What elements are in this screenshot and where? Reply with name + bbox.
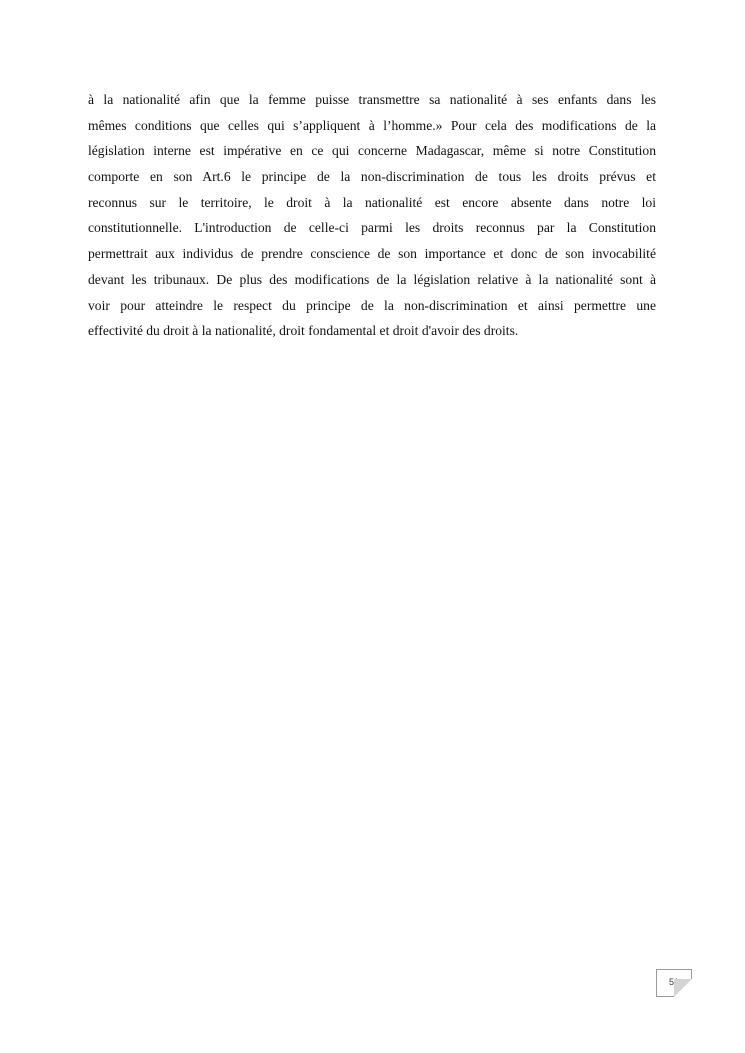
paragraph-line: permettrait aux individus de prendre conscience de son importance et donc de son invocabilité	[88, 246, 656, 262]
paragraph-line: constitutionnelle. L'introduction de celle-ci parmi les droits reconnus par la Constitution	[88, 220, 656, 236]
paragraph-line: à la nationalité afin que la femme puisse transmettre sa nationalité à ses enfants dans les	[88, 92, 656, 107]
body-paragraph	[88, 87, 656, 344]
paragraph-line-last: effectivité du droit à la nationalité, droit fondamental et droit d'avoir des droits.	[88, 323, 519, 339]
paragraph-line: voir pour atteindre le respect du principe de la non-discrimination et ainsi permettre une	[88, 297, 656, 313]
paragraph-line: reconnus sur le territoire, le droit à la nationalité est encore absente dans notre loi	[88, 194, 656, 210]
paragraph-line: législation interne est impérative en ce qui concerne Madagascar, même si notre Constitution	[88, 143, 656, 159]
paragraph-line: devant les tribunaux. De plus des modifications de la législation relative à la nationalité sont à	[88, 271, 656, 287]
page-number-box	[656, 969, 692, 997]
paragraph-line: comporte en son Art.6 le principe de la non-discrimination de tous les droits prévus et	[88, 169, 656, 185]
paragraph-line: mêmes conditions que celles qui s’appliquent à l’homme.» Pour cela des modifications de la	[88, 117, 656, 133]
page-number: 51	[668, 977, 679, 987]
page-curl-icon	[674, 979, 692, 997]
